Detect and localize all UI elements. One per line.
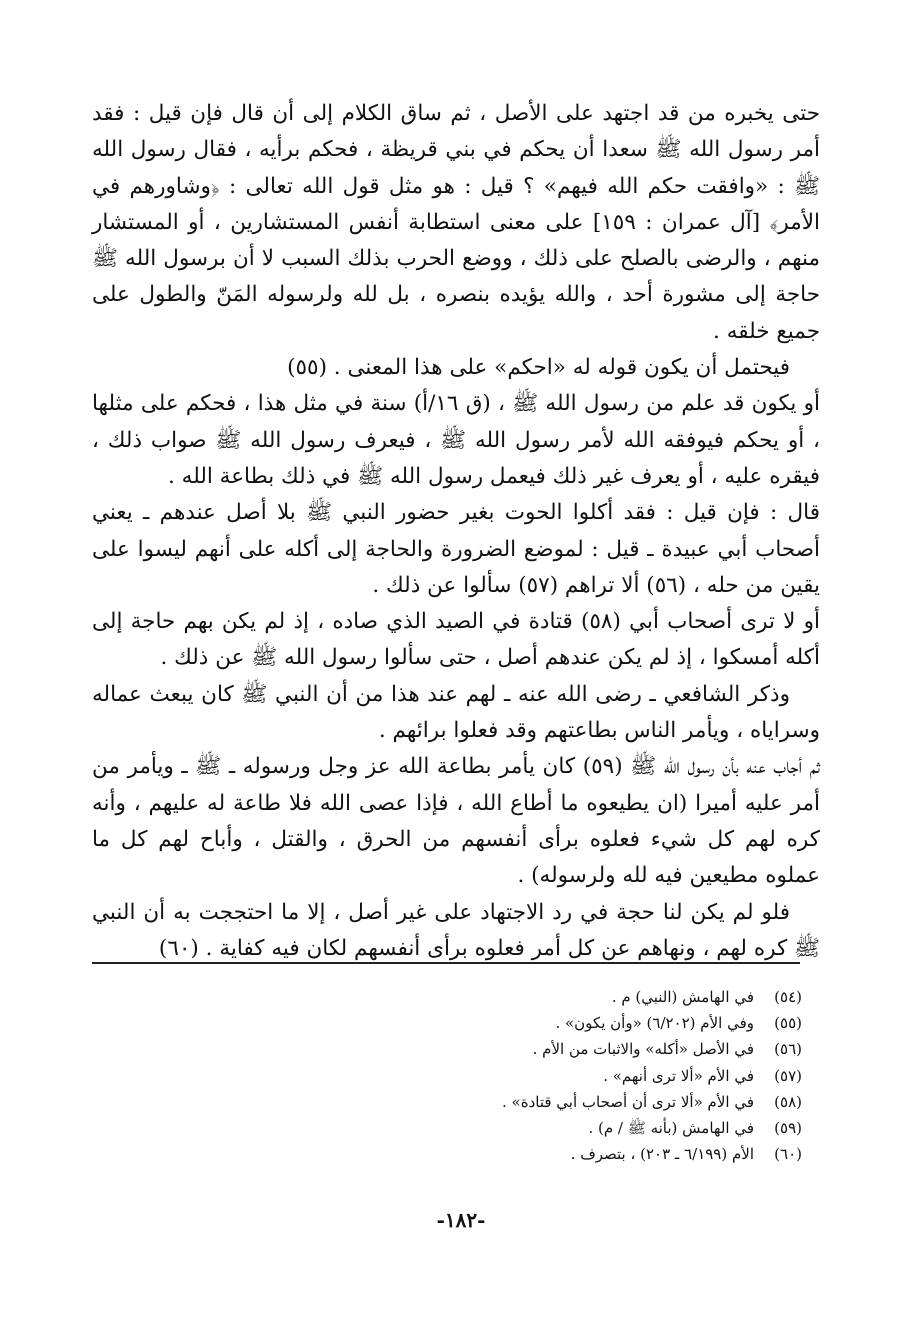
paragraph: وذكر الشافعي ـ رضى الله عنه ـ لهم عند هذا من أن النبي ﷺ كان يبعث عماله وسراياه ، ويأمر الناس بطاعتهم وقد فعلوا برائهم . [92, 681, 820, 744]
footnote-text: في الهامش (النبي) م . [611, 988, 754, 1006]
footnote [92, 1115, 802, 1141]
footnote-text: في الأم «ألا ترى أنهم» . [603, 1066, 754, 1085]
footnote-number: (٥٤) [774, 988, 802, 1006]
footnote-text: في الأم «ألا ترى أن أصحاب أبي قتادة» . [502, 1092, 754, 1111]
footnote-text: الأم (٦/١٩٩ ـ ٢٠٣) ، بتصرف . [570, 1145, 754, 1164]
footnote-text: وفي الأم (٦/٢٠٢) «وأن يكون» . [555, 1014, 754, 1033]
paragraph: أو لا ترى أصحاب أبي (٥٨) قتادة في الصيد الذي صاده ، إذ لم يكن بهم حاجة إلى أكله أمسكوا ، إذ لم يكن عندهم أصل ، حتى سألوا رسول الله ﷺ عن ذلك . [92, 609, 820, 671]
paragraph: ثم أجاب عنه بأن رسول الله ﷺ (٥٩) كان يأمر بطاعة الله عز وجل ورسوله ـ ﷺ ـ ويأمر من أمر عليه أميرا (ان يطيعوه ما أطاع الله ، فإذا عصى الله فلا طاعة له عليهم ، وأنه كره لهم كل شيء فعلوه برأى أنفسهم من الحرق ، والقتل ، وأباح لهم كل ما عملوه مطيعين فيه لله ولرسوله) . [92, 754, 821, 889]
footnote-number: (٥٨) [774, 1092, 802, 1111]
footnote [92, 1036, 802, 1062]
body-text [92, 96, 820, 967]
footnote [92, 1063, 802, 1089]
footnote-text: في الهامش (بأنه ﷺ / م) . [588, 1119, 754, 1138]
main-text [92, 96, 820, 967]
footnote-number: (٥٥) [774, 1014, 802, 1033]
footnote-number: (٥٧) [774, 1066, 802, 1085]
page-number: -١٨٢- [436, 1208, 486, 1232]
footnote [92, 1089, 802, 1115]
footnote [92, 1010, 802, 1036]
footnotes [92, 984, 802, 1167]
footnote-number: (٥٩) [774, 1119, 802, 1138]
paragraph: قال : فإن قيل : فقد أكلوا الحوت بغير حضور النبي ﷺ بلا أصل عندهم ـ يعني أصحاب أبي عبيدة ـ قيل : لموضع الضرورة والحاجة إلى أكله على أنهم ليسوا على يقين من حله ، (٥٦) ألا تراهم (٥٧) سألوا عن ذلك . [92, 500, 820, 598]
paragraph: أو يكون قد علم من رسول الله ﷺ ، (ق ١٦/أ) سنة في مثل هذا ، فحكم على مثلها ، أو يحكم فيوفقه الله لأمر رسول الله ﷺ ، فيعرف رسول الله ﷺ صواب ذلك ، فيقره عليه ، أو يعرف غير ذلك فيعمل رسول الله ﷺ في ذلك بطاعة الله . [92, 391, 820, 489]
footnote-number: (٥٦) [774, 1040, 802, 1059]
footnote-separator [92, 962, 800, 964]
paragraph: فلو لم يكن لنا حجة في رد الاجتهاد على غير أصل ، إلا ما احتججت به أن النبي ﷺ كره لهم ، ونهاهم عن كل أمر فعلوه برأى أنفسهم لكان فيه كفاية . (٦٠) [92, 899, 820, 961]
footnote [92, 1141, 802, 1167]
paragraph: فيحتمل أن يكون قوله له «احكم» على هذا المعنى . (٥٥) [287, 355, 790, 381]
footnote-number: (٦٠) [774, 1145, 802, 1164]
footnote-text: في الأصل «أكله» والاثبات من الأم . [532, 1040, 754, 1059]
footnote [92, 984, 802, 1010]
paragraph: حتى يخبره من قد اجتهد على الأصل ، ثم ساق الكلام إلى أن قال فإن قيل : فقد أمر رسول الله ﷺ سعدا أن يحكم في بني قريظة ، فحكم برأيه ، فقال رسول الله ﷺ : «وافقت حكم الله فيهم» ؟ قيل : هو مثل قول الله تعالى : ﴿وشاورهم في الأمر﴾ [آل عمران : ١٥٩] على معنى استطابة أنفس المستشارين ، أو المستشار منهم ، والرضى بالصلح على ذلك ، ووضع الحرب بذلك السبب لا أن برسول الله ﷺ حاجة إلى مشورة أحد ، والله يؤيده بنصره ، بل لله ولرسوله المَنّ والطول على جميع خلقه . [92, 101, 820, 344]
